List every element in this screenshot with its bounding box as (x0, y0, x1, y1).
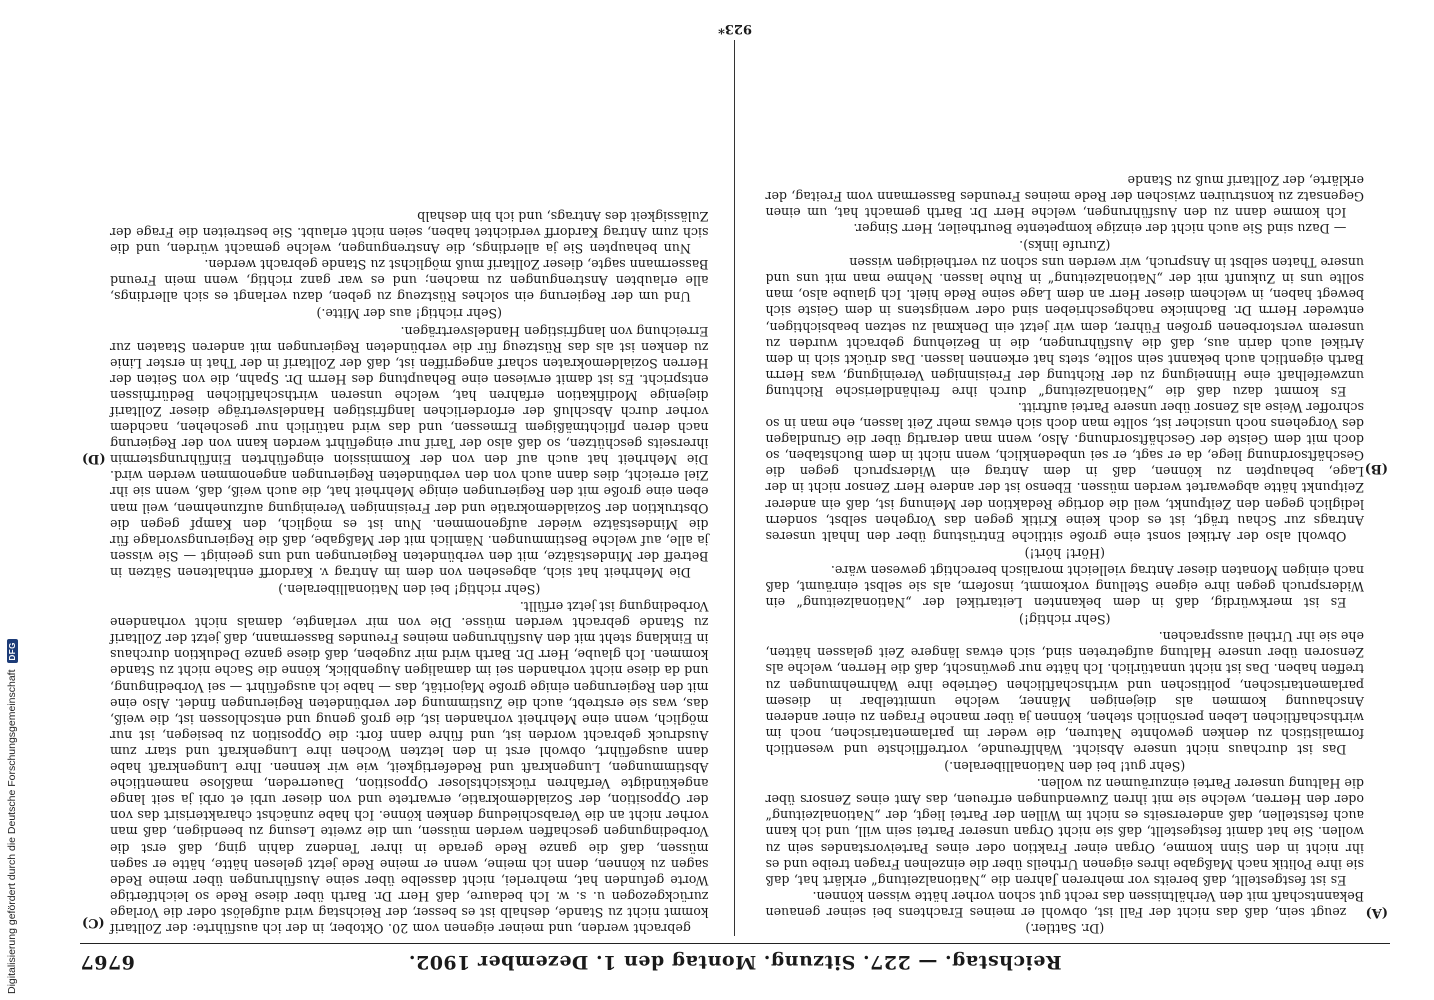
dfg-credit-text: Digitalisierung gefördert durch die Deutsche Forschungsgemeinschaft (6, 669, 18, 994)
dfg-credit (6, 639, 18, 994)
interjection: (Hört! hört!) (1024, 545, 1105, 561)
header-title: Reichstag. — 227. Sitzung. Montag den 1. Dezember 1902. (408, 951, 1062, 973)
paragraph: Ich komme dann zu den Ausführungen, welche Herr Dr. Barth gemacht hat, um einen Gegensatz zu konstruiren zwischen der Rede meines Freundes Bassermann vom Freitag, der erklärte, der Zolltarif muß zu Stande (765, 172, 1364, 220)
left-column (736, 40, 1391, 936)
signature-mark: 923* (718, 21, 752, 36)
paragraph: Nun behaupten Sie ja allerdings, die Anstrengungen, welche gemacht würden, und die sich zum Antrag Kardorff verdichtet haben, seien nicht erlaubt. Sie bestreiten die Frage der Zulässigkeit des Antrags, und ich bin deshalb (110, 208, 709, 257)
paragraph: Es kommt dazu daß die „Nationalzeitung“ durch ihre freihändlerische Richtung unzweifelhaft eine Hinneigung zu der Richtung der Freisinnigen Vereinigung, was Herrn Barth eigentlich auch bekannt sein sollte, stets hat erkennen lassen. Das drückt sich in dem Artikel auch darin aus, daß die Ausführungen, die in Beziehung gebracht wurden zu unserem verstorbenen großen Führer, dem wir jetzt ein Denkmal zu setzen beabsichtigen, entweder Herrn Dr. Bachnicke nachgeschrieben sind oder wenigstens in dem Geiste sich bewegt haben, in welchem dieser Herr an dem Lage seine Rede hielt. Ich glaube also, man sollte uns in Zukunft mit der „Nationalzeitung“ in Ruhe lassen. Nehme man mit uns und unsere Thaten selbst in Anspruch, wir werden uns schon zu vertheidigen wissen (765, 255, 1364, 399)
margin-marker-c: (C) (82, 915, 105, 930)
margin-marker-b: (B) (1364, 461, 1388, 476)
paragraph: gebracht werden, und meiner eigenen vom 20. Oktober, in der ich ausführte: der Zolltarif kommt nicht zu Stande, deshalb ist es besser, der Reichstag wird aufgelöst oder die Vorlage zurückgezogen u. s. w. Ich bedaure, daß Herr Dr. Barth über diese Rede so leichtfertige Worte gefunden hat, mehrerlei, nicht dasselbe über seine Ausführungen über meine Rede sagen zu können, denn ich meine, wenn er meine Rede jetzt gelesen hätte, hätte er sagen müssen, daß die ganze Rede gerade in ihrer Tendenz dahin ging, daß erst die Vorbedingungen geschaffen werden müssen, um die zweite Lesung zu beendigen, daß man vorher nicht an die Verabschiedung denken könne. Ich habe zunächst charakterisirt das von der Opposition, der Sozialdemokratie, erwartete und von dieser urbi et orbi ja seit lange angekündigte Verfahren rücksichtsloser Opposition, Dauerreden, maßlose namentliche Abstimmungen, Lungenkraft und Redefertigkeit, wie wir kennen. Ihre Lungenkraft habe dann ausgeführt, obwohl erst in den letzten Wochen ihre Lungenkraft und starr zum Ausdruck gebracht worden ist, und führe dann fort: die Opposition zu besiegen, ist nur möglich, wenn eine Mehrheit vorhanden ist, die groß genug und entschlossen ist, die weiß, das, was sie erstrebt, auch die Zustimmung der verbündeten Regierungen findet. Also eine mit den Regierungen einige große Majorität, das — habe ich ausgeführt — sei Vorbedingung, und da diese nicht vorhanden sei im damaligen Augenblick, könne die Sache nicht zu Stande kommen. Ich glaube, Herr Dr. Barth wird mir zugeben, daß diese ganze Deduktion durchaus in Einklang steht mit den Ausführungen meines Freundes Bassermann, daß jetzt der Zolltarif zu Stande gebracht werden müsse. Die von mir verlangte, damals nicht vorhandene Vorbedingung ist jetzt erfüllt. (110, 599, 709, 936)
dfg-credit-strip (0, 0, 22, 1000)
interjection: (Sehr richtig! aus der Mitte.) (316, 306, 503, 322)
dfg-logo: DFG (7, 639, 18, 663)
page-header (80, 943, 1390, 980)
paragraph: Die Mehrheit hat sich, abgesehen von dem im Antrag v. Kardorff enthaltenen Sätzen in Betreff der Mindestsätze, mit den verbündeten Regierungen und uns geeinigt — Sie wissen ja alle, auf welche Bestimmungen. Nämlich mit der Maßgabe, daß die Regierungsvorlage für die Mindestsätze wieder aufgenommen. Nun ist es möglich, den Kampf gegen die Obstruktion der Sozialdemokratie und der Freisinnigen Vereinigung aufzunehmen, weil man eben eine große mit den Regierungen einige Mehrheit hat, die auch weiß, daß, wenn sie ihr Ziel erreicht, dies dann auch von den verbündeten Regierungen angenommen werden wird. Die Mehrheit hat auch auf den von der Kommission eingeführten Einführungstermin ihrerseits geschützen, so daß also der Tarif nur eingeführt werden kann von der Regierung nach deren pflichtmäßigem Ermessen, und das wird natürlich nur geschehen, nachdem vorher durch Abschluß der erforderlichen langfristigen Handelsverträge dieser Zolltarif diejenige Modifikation erfahren hat, welche unseren wirthschaftlichen Bedürfnissen entspricht. Es ist damit erwiesen eine Behauptung des Herrn Dr. Spahn, die von Seiten der Herren Sozialdemokraten scharf angegriffen ist, daß der Zolltarif in der That in erster Linie zu denken ist als das Rüstzeug für die verbündeten Regierungen mit anderen Staaten zur Erreichung von langfristigen Handelsverträgen. (110, 323, 709, 580)
text-columns (80, 40, 1390, 936)
interjection: (Sehr richtig!) (1019, 612, 1111, 628)
interjection: (Sehr gut! bei den Nationalliberalen.) (944, 759, 1186, 775)
paragraph: zeugt sein, daß das nicht der Fall ist, obwohl er meines Erachtens bei seiner genauen Bekanntschaft mit den Verhältnissen das recht gut schon vorher hätte wissen können. (765, 888, 1364, 920)
right-column (80, 40, 736, 936)
speaker-name: (Dr. Sattler.) (1025, 921, 1105, 936)
page-number: 6767 (80, 951, 135, 973)
paragraph: Das ist durchaus nicht unsere Absicht. Wahlfreunde, vortrefflichste und wesentlich formalistisch zu denken gewohnte Naturen, die weder im parlamentarischen, noch im wirthschaftlichen Leben persönlich stehen, können ja über manche Fragen zu einer anderen Anschauung kommen als diejenigen Männer, welche unmittelbar in diesem parlamentarischen, politischen und wirthschaftlichen Getriebe ihre Wahrnehmungen zu treffen haben. Das ist nicht unnatürlich. Ich hätte nur gewünscht, daß die Herren, welche als Zensoren über unsere Haltung aufgetreten sind, sich etwas längere Zeit gelassen hätten, ehe sie ihr Urtheil aussprachen. (765, 629, 1364, 757)
paragraph: Und um der Regierung ein solches Rüstzeug zu geben, dazu verlangt es sich allerdings, alle erlaubten Anstrengungen zu machen; und es war ganz richtig, wenn mein Freund Bassermann sagte, dieser Zolltarif muß möglichst zu Stande gebracht werden. (110, 257, 709, 305)
interjection: (Sehr richtig! bei den Nationalliberalen.) (278, 582, 541, 598)
paragraph: Es ist merkwürdig, daß in dem bekannten Leitartikel der „Nationalzeitung“ ein Widerspruch gegen ihre eigene Stellung vorkommt, insofern, als sie selbst einräumt, daß nach einigen Monaten dieser Antrag vielleicht moralisch berechtigt gewesen wäre. (765, 562, 1364, 611)
margin-marker-a: (A) (1365, 905, 1388, 920)
paragraph: Es ist festgestellt, daß bereits vor mehreren Jahren die „Nationalzeitung“ erklärt hat, daß sie ihre Politik nach Maßgabe ihres eigenen Urtheils über die einzelnen Fragen treibe und es ihr nicht in den Sinn komme, Organ einer Fraktion oder eines Parteivorstandes sein zu wollen. Sie hat damit festgestellt, daß sie nicht Organ unserer Partei sein will, und ich kann auch feststellen, daß andererseits es nicht im Willen der Partei liegt, der „Nationalzeitung“ oder den Herren, welche sie mit ihren Zuwendungen erfreuen, das Amt eines Zensors über die Haltung unserer Partei einzuräumen zu wollen. (765, 776, 1364, 888)
scanned-page (80, 18, 1390, 980)
paragraph: — Dazu sind Sie auch nicht der einzige kompetente Beurtheiler, Herr Singer. (853, 220, 1347, 236)
paragraph: Obwohl also der Artikel sonst eine große sittliche Entrüstung über den Inhalt unseres Antrags zur Schau trägt, ist es doch keine Kritik gegen das Vorgehen selbst, sondern lediglich gegen den Zeitpunkt, weil die dortige Redaktion der Meinung ist, daß ein anderer Zeitpunkt hätte abgewartet werden müssen. Ebenso ist der andere Herr Zensor nicht in der Lage, behaupten zu können, daß in dem Antrag ein Widerspruch gegen die Geschäftsordnung liege, da er sagt, er sei unbedenklich, wenn nicht in dem Buchstaben, so doch mit dem Geiste der Geschäftsordnung. Also, wenn man derartig über die Grundlagen des Vorgehens noch unsicher ist, sollte man doch sich etwas mehr Zeit lassen, ehe man in so schroffer Weise als Zensor über unsere Partei auftritt. (765, 400, 1364, 544)
interjection: (Zurufe links). (1019, 238, 1111, 254)
margin-marker-d: (D) (82, 451, 106, 466)
